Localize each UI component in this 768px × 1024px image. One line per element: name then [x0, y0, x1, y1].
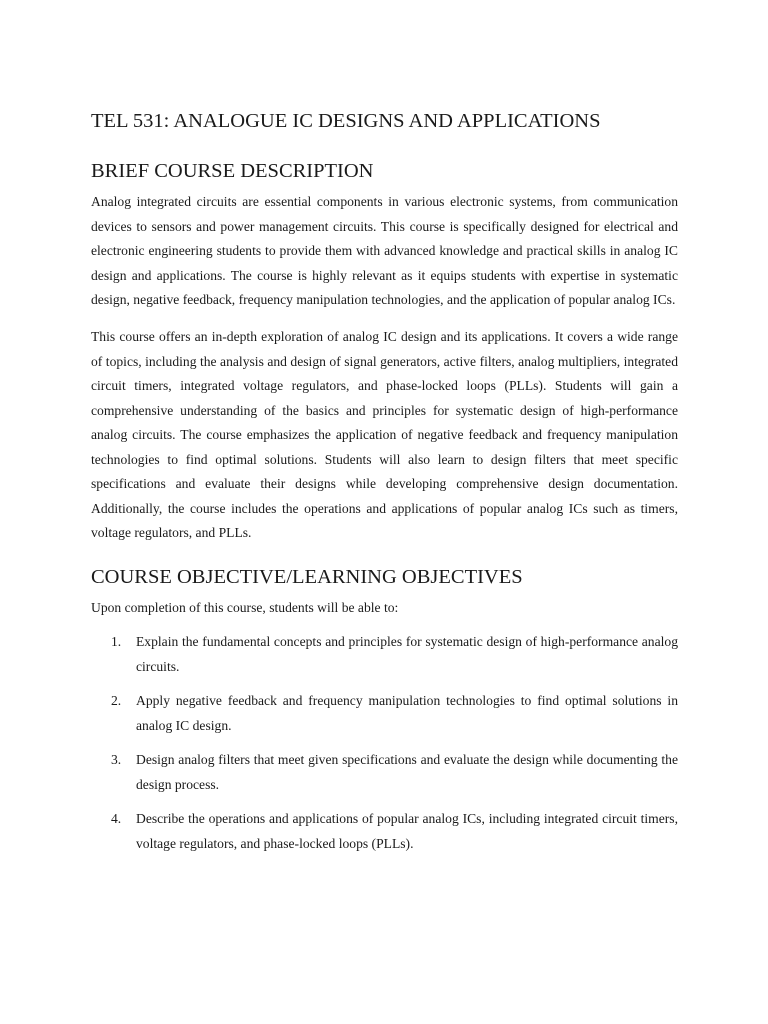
objective-item: [91, 807, 678, 856]
objective-number: 4.: [111, 811, 122, 826]
description-heading: BRIEF COURSE DESCRIPTION: [91, 160, 374, 182]
description-paragraph: This course offers an in-depth exploration of analog IC design and its applications. It covers a wide range of topics, including the analysis and design of signal generators, active filters, analog multipliers, integrated circuit timers, integrated voltage regulators, and phase-locked loops (PLLs). Students will gain a comprehensive understanding of the basics and principles for systematic design of high-performance analog circuits. The course emphasizes the application of negative feedback and frequency manipulation technologies to find optimal solutions. Students will also learn to design filters that meet specific specifications and evaluate their designs while developing comprehensive design documentation. Additionally, the course includes the operations and applications of popular analog ICs such as timers, voltage regulators, and PLLs.: [91, 329, 678, 540]
objective-text: Apply negative feedback and frequency manipulation technologies to find optimal solutions in analog IC design.: [136, 693, 678, 733]
objectives-intro: Upon completion of this course, students will be able to:: [91, 600, 399, 615]
objectives-heading: COURSE OBJECTIVE/LEARNING OBJECTIVES: [91, 566, 523, 588]
objective-text: Design analog filters that meet given specifications and evaluate the design while documenting the design process.: [136, 752, 678, 792]
description-paragraph: Analog integrated circuits are essential components in various electronic systems, from communication devices to sensors and power management circuits. This course is specifically designed for electrical and electronic engineering students to provide them with advanced knowledge and practical skills in analog IC design and applications. The course is highly relevant as it equips students with expertise in systematic design, negative feedback, frequency manipulation technologies, and the application of popular analog ICs.: [91, 194, 678, 307]
objective-number: 1.: [111, 634, 122, 649]
document-title: TEL 531: ANALOGUE IC DESIGNS AND APPLICATIONS: [91, 110, 601, 132]
objective-text: Describe the operations and applications of popular analog ICs, including integrated circuit timers, voltage regulators, and phase-locked loops (PLLs).: [136, 811, 678, 851]
objective-item: [91, 748, 678, 797]
objective-number: 3.: [111, 752, 122, 767]
objectives-list: [91, 630, 678, 866]
objective-item: [91, 689, 678, 738]
objective-text: Explain the fundamental concepts and principles for systematic design of high-performance analog circuits.: [136, 634, 678, 674]
objective-number: 2.: [111, 693, 122, 708]
objective-item: [91, 630, 678, 679]
